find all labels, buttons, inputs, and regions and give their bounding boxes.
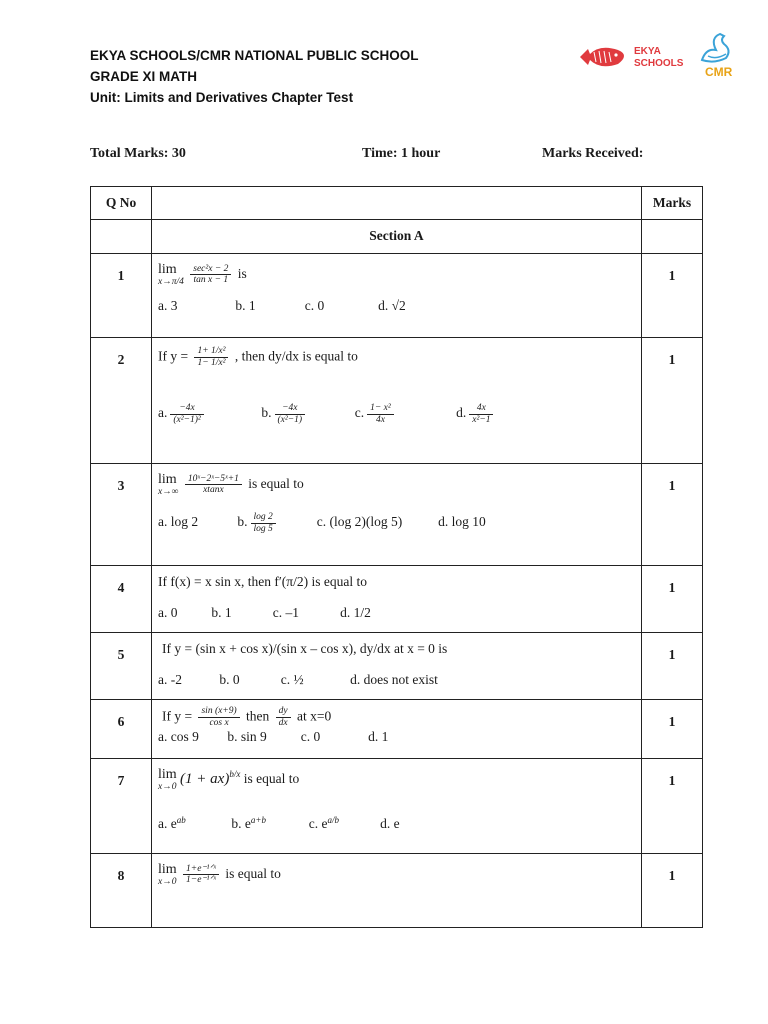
time-allowed: Time: 1 hour <box>362 146 441 161</box>
fraction: $\frac{\text{1+ 1/x²}}{\text{1− 1/x²}}$ <box>194 346 228 369</box>
option-c: c. 0 <box>300 728 321 744</box>
options <box>152 369 641 426</box>
table-header-row <box>91 187 703 220</box>
option-d: d. 1/2 <box>340 605 371 620</box>
question-number: 2 <box>91 338 152 464</box>
option-c: c. $e^{a/b}$ <box>308 814 339 832</box>
question-number: 6 <box>91 700 152 759</box>
svg-text:SCHOOLS: SCHOOLS <box>634 58 684 69</box>
section-row <box>91 220 703 254</box>
option-d: d. 1 <box>368 728 389 744</box>
options <box>152 657 641 688</box>
option-c: c. –1 <box>272 605 299 620</box>
question-marks: 1 <box>642 759 703 854</box>
question-text: lim x→π/4 $\frac{\text{sec²x − 2}}{\text{tan x − 1}}$ is <box>158 262 247 288</box>
option-c: c. (log 2)(log 5) <box>316 514 403 530</box>
fraction: $\frac{\text{1+e⁻¹ᐟˣ}}{\text{1−e⁻¹ᐟˣ}}$ <box>183 864 219 887</box>
fraction: $\frac{dy}{dx}$ <box>276 706 291 729</box>
question-row <box>91 759 703 854</box>
option-b: b. $\frac{-4x}{\text{(x²−1)}}$ <box>261 403 351 426</box>
option-b: b. 1 <box>211 605 232 620</box>
option-a: a. cos 9 <box>158 728 199 744</box>
question-row <box>91 464 703 566</box>
option-a: a. $e^{ab}$ <box>158 814 186 832</box>
question-number: 1 <box>91 254 152 338</box>
question-marks: 1 <box>642 700 703 759</box>
col-qno: Q No <box>91 187 152 220</box>
option-d: d. √2 <box>378 297 406 313</box>
options <box>152 590 641 621</box>
question-text: lim x→0 $\frac{\text{1+e⁻¹ᐟˣ}}{\text{1−e⁻¹ᐟˣ}}$ is equal to <box>158 862 281 888</box>
section-title: Section A <box>152 220 642 254</box>
cmr-logo <box>696 30 738 82</box>
option-c: c. ½ <box>280 672 304 687</box>
svg-text:CMR: CMR <box>705 65 733 79</box>
question-row <box>91 633 703 700</box>
question-text: lim x→0 (1 + ax)$^{b/x}$ is equal to <box>158 767 300 793</box>
option-d: d. e <box>380 816 400 832</box>
options <box>152 729 641 745</box>
option-c: c. 0 <box>304 297 325 313</box>
question-marks: 1 <box>642 464 703 566</box>
question-number: 3 <box>91 464 152 566</box>
school-name: EKYA SCHOOLS/CMR NATIONAL PUBLIC SCHOOL <box>90 48 419 63</box>
option-b: b. $e^{a+b}$ <box>231 814 266 832</box>
options <box>152 288 641 314</box>
question-row <box>91 700 703 759</box>
question-text: If f(x) = x sin x, then f′(π/2) is equal to <box>158 574 367 589</box>
question-text: If y = $\frac{\text{1+ 1/x²}}{\text{1− 1/x²}}$ , then dy/dx is equal to <box>158 346 358 368</box>
question-row <box>91 338 703 464</box>
question-row <box>91 854 703 928</box>
fish-icon <box>578 40 684 74</box>
question-marks: 1 <box>642 566 703 633</box>
option-d: d. $\frac{4x}{\text{x²−1}}$ <box>456 403 496 426</box>
limit-expression: lim x→0 <box>158 862 177 888</box>
question-number: 7 <box>91 759 152 854</box>
question-row <box>91 254 703 338</box>
option-a: a. 0 <box>158 605 178 620</box>
question-number: 8 <box>91 854 152 928</box>
question-text: If y = (sin x + cos x)/(sin x – cos x), dy/dx at x = 0 is <box>162 641 448 656</box>
option-a: a. log 2 <box>158 514 199 530</box>
unit-title: Unit: Limits and Derivatives Chapter Test <box>90 90 354 105</box>
limit-expression: lim x→π/4 <box>158 262 184 288</box>
fraction: $\frac{\text{sec²x − 2}}{\text{tan x − 1}}$ <box>190 264 231 287</box>
option-b: b. 0 <box>219 672 240 687</box>
svg-text:EKYA: EKYA <box>634 46 661 57</box>
question-number: 5 <box>91 633 152 700</box>
option-c: c. $\frac{\text{1− x²}}{4x}$ <box>355 403 453 426</box>
question-table <box>90 186 703 928</box>
options <box>152 793 641 833</box>
option-b: b. sin 9 <box>227 728 267 744</box>
col-marks: Marks <box>642 187 703 220</box>
marks-received: Marks Received: <box>542 146 644 161</box>
option-b: b. 1 <box>235 297 256 313</box>
limit-expression: lim x→∞ <box>158 472 179 498</box>
question-marks: 1 <box>642 854 703 928</box>
total-marks: Total Marks: 30 <box>90 146 186 161</box>
option-a: a. -2 <box>158 672 182 687</box>
swan-icon <box>696 30 738 82</box>
question-marks: 1 <box>642 633 703 700</box>
question-row <box>91 566 703 633</box>
option-d: d. log 10 <box>438 514 486 530</box>
option-b: b. $\frac{\log 2}{\log 5}$ <box>237 512 313 535</box>
option-d: d. does not exist <box>350 672 438 687</box>
grade-label: GRADE XI MATH <box>90 69 197 84</box>
question-marks: 1 <box>642 254 703 338</box>
options <box>152 498 641 535</box>
question-number: 4 <box>91 566 152 633</box>
limit-expression: lim x→0 <box>158 767 177 793</box>
ekya-schools-logo <box>578 40 684 74</box>
option-a: a. 3 <box>158 297 178 313</box>
fraction: $\frac{\sin (x+9)}{\text{cos x}}$ <box>198 706 239 729</box>
fraction: $\frac{\text{10ˣ−2ˣ−5ˣ+1}}{xtanx}$ <box>185 474 242 497</box>
option-a: a. $\frac{-4x}{\text{(x²−1)²}}$ <box>158 403 258 426</box>
question-text: lim x→∞ $\frac{\text{10ˣ−2ˣ−5ˣ+1}}{xtanx}$ is equal to <box>158 472 304 498</box>
question-marks: 1 <box>642 338 703 464</box>
question-text: If y = $\frac{\sin (x+9)}{\text{cos x}}$ then $\frac{dy}{dx}$ at x=0 <box>162 706 332 728</box>
